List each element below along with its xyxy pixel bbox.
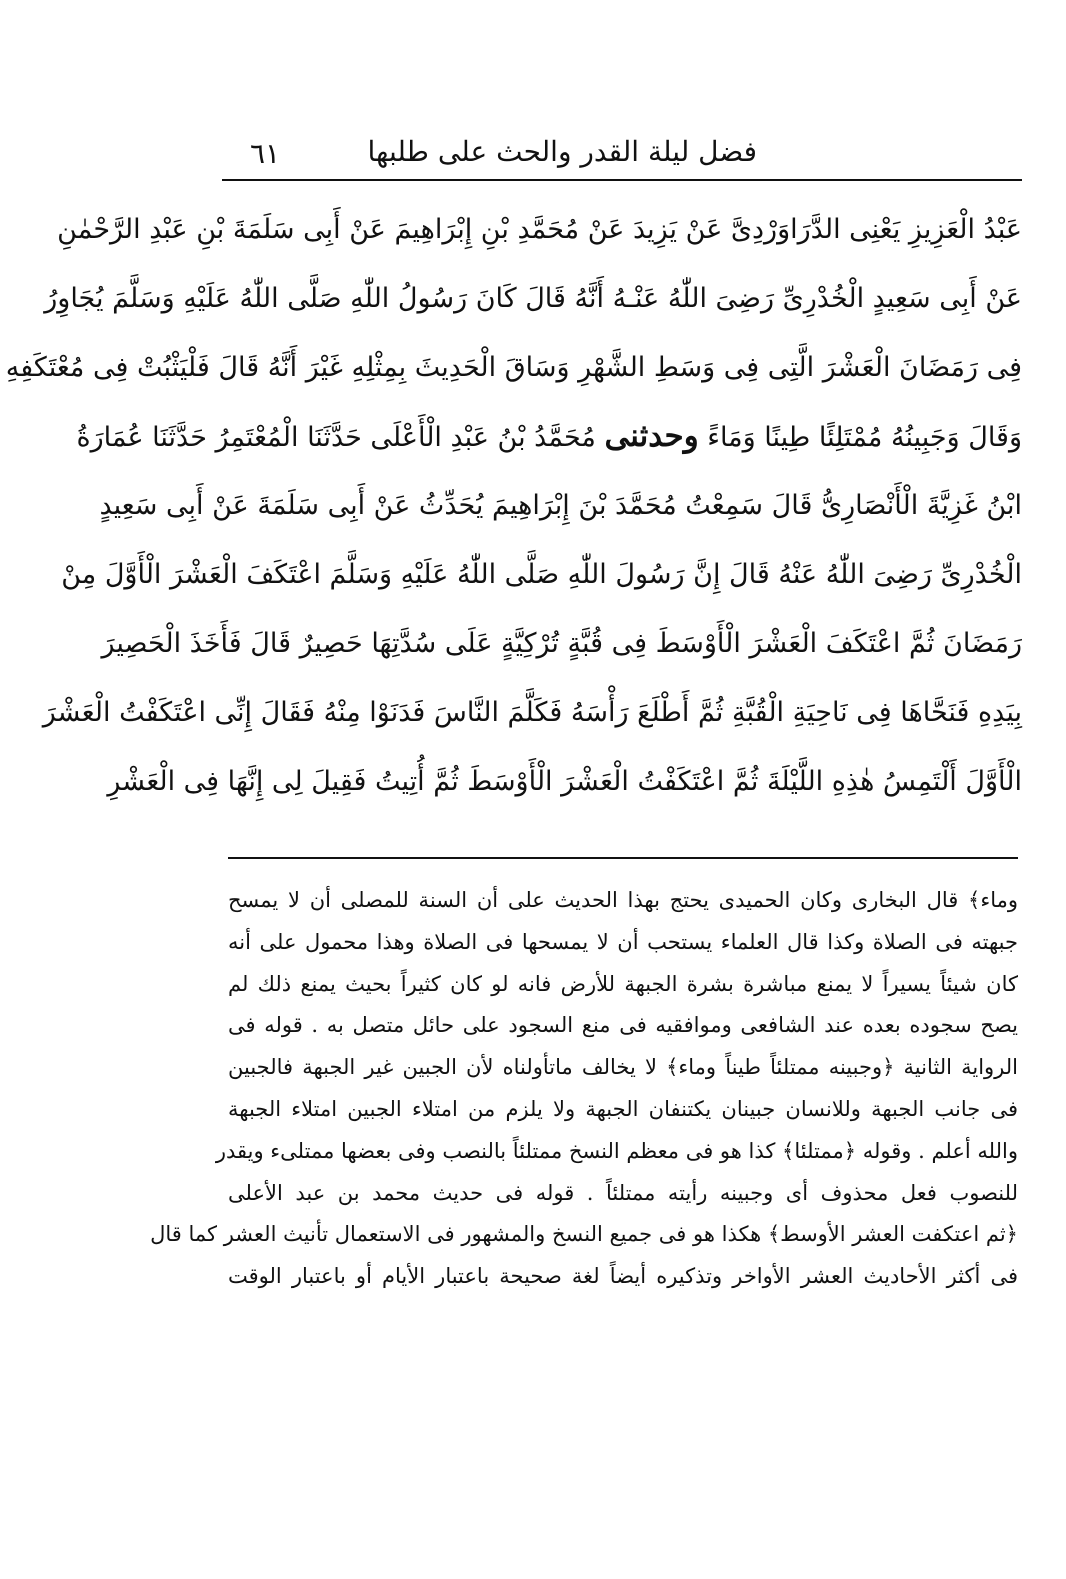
chain-marker-bold: وحدثنى xyxy=(604,418,699,454)
hadith-line: عَبْدُ الْعَزِيزِ يَعْنِى الدَّرَاوَرْدِىَّ عَنْ يَزِيدَ عَنْ مُحَمَّدِ بْنِ إِبْرَاهِيمَ عَنْ أَبِى سَلَمَةَ بْنِ عَبْدِ الرَّحْمٰنِ xyxy=(57,214,1022,245)
commentary-line: وماء﴾ قال البخارى وكان الحميدى يحتج بهذا الحديث على أن السنة للمصلى أن لا يمسح xyxy=(228,888,1018,912)
line-segment: مُحَمَّدُ بْنُ عَبْدِ الْأَعْلَى حَدَّثَنَا الْمُعْتَمِرُ حَدَّثَنَا عُمَارَةُ xyxy=(76,422,605,453)
commentary-divider xyxy=(228,857,1018,859)
hadith-line: رَمَضَانَ ثُمَّ اعْتَكَفَ الْعَشْرَ الْأَوْسَطَ فِى قُبَّةٍ تُرْكِيَّةٍ عَلَى سُدَّتِهَا حَصِيرٌ قَالَ فَأَخَذَ الْحَصِيرَ xyxy=(101,628,1022,659)
hadith-line: ابْنُ غَزِيَّةَ الْأَنْصَارِىُّ قَالَ سَمِعْتُ مُحَمَّدَ بْنَ إِبْرَاهِيمَ يُحَدِّثُ عَنْ أَبِى سَلَمَةَ عَنْ أَبِى سَعِيدٍ xyxy=(99,490,1022,521)
commentary-line: يصح سجوده بعده عند الشافعى وموافقيه فى منع السجود على حائل متصل به . قوله فى xyxy=(228,1013,1018,1038)
hadith-text xyxy=(5,195,1022,816)
header-rule xyxy=(222,179,1022,181)
commentary-line: فى جانب الجبهة وللانسان جبينان يكتنفان الجبهة ولا يلزم من امتلاء الجبين امتلاء الجبهة xyxy=(228,1096,1018,1121)
hadith-line: الْخُدْرِىِّ رَضِىَ اللّٰهُ عَنْهُ قَالَ إِنَّ رَسُولَ اللّٰهِ صَلَّى اللّٰهُ عَلَيْهِ وَسَلَّمَ اعْتَكَفَ الْعَشْرَ الْأَوَّلَ مِنْ xyxy=(61,559,1022,590)
commentary-line: والله أعلم . وقوله ﴿ممتلئا﴾ كذا هو فى معظم النسخ ممتلئاً بالنصب وفى بعضها ممتلىء ويقدر xyxy=(215,1138,1018,1163)
commentary-text xyxy=(150,880,1019,1298)
hadith-line-with-chain xyxy=(76,402,1022,471)
line-segment: وَقَالَ وَجَبِينُهُ مُمْتَلِئًا طِينًا وَمَاءً xyxy=(698,422,1022,453)
commentary-line: جبهته فى الصلاة وكذا قال العلماء يستحب أن لا يمسحها فى الصلاة وهذا محمول على أنه xyxy=(228,929,1019,954)
hadith-line: بِيَدِهِ فَنَحَّاهَا فِى نَاحِيَةِ الْقُبَّةِ ثُمَّ أَطْلَعَ رَأْسَهُ فَكَلَّمَ النَّاسَ فَدَنَوْا مِنْهُ فَقَالَ إِنِّى اعْتَكَفْتُ الْعَشْرَ xyxy=(42,697,1022,728)
commentary-line: الرواية الثانية ﴿وجبينه ممتلئاً طيناً وماء﴾ لا يخالف ماتأولناه لأن الجبين غير الجبهة فالجبين xyxy=(228,1055,1018,1080)
commentary-line: ﴿ثم اعتكفت العشر الأوسط﴾ هكذا هو فى جميع النسخ والمشهور فى الاستعمال تأنيث العشر كما قال xyxy=(150,1222,1018,1247)
hadith-line: عَنْ أَبِى سَعِيدٍ الْخُدْرِىِّ رَضِىَ اللّٰهُ عَنْـهُ أَنَّهُ قَالَ كَانَ رَسُولُ اللّٰهِ صَلَّى اللّٰهُ عَلَيْهِ وَسَلَّمَ يُجَاوِرُ xyxy=(44,283,1022,314)
commentary-line: للنصوب فعل محذوف أى وجبينه رأيته ممتلئاً . قوله فى حديث محمد بن عبد الأعلى xyxy=(228,1180,1018,1205)
page-header xyxy=(222,128,1022,178)
page-number: ٦١ xyxy=(250,137,281,170)
commentary-line: كان شيئاً يسيراً لا يمنع مباشرة بشرة الجبهة للأرض فانه لو كان كثيراً بحيث يمنع ذلك لم xyxy=(228,971,1018,996)
hadith-line: فِى رَمَضَانَ الْعَشْرَ الَّتِى فِى وَسَطِ الشَّهْرِ وَسَاقَ الْحَدِيثَ بِمِثْلِهِ غَيْرَ أَنَّهُ قَالَ فَلْيَثْبُتْ فِى مُعْتَكَفِهِ xyxy=(5,352,1022,383)
hadith-line: الْأَوَّلَ أَلْتَمِسُ هٰذِهِ اللَّيْلَةَ ثُمَّ اعْتَكَفْتُ الْعَشْرَ الْأَوْسَطَ ثُمَّ أُتِيتُ فَقِيلَ لِى إِنَّهَا فِى الْعَشْرِ xyxy=(107,766,1022,797)
commentary-line: فى أكثر الأحاديث العشر الأواخر وتذكيره أيضاً لغة صحيحة باعتبار الأيام أو باعتبار الوقت xyxy=(228,1264,1018,1289)
running-title: فضل ليلة القدر والحث على طلبها xyxy=(367,135,757,168)
